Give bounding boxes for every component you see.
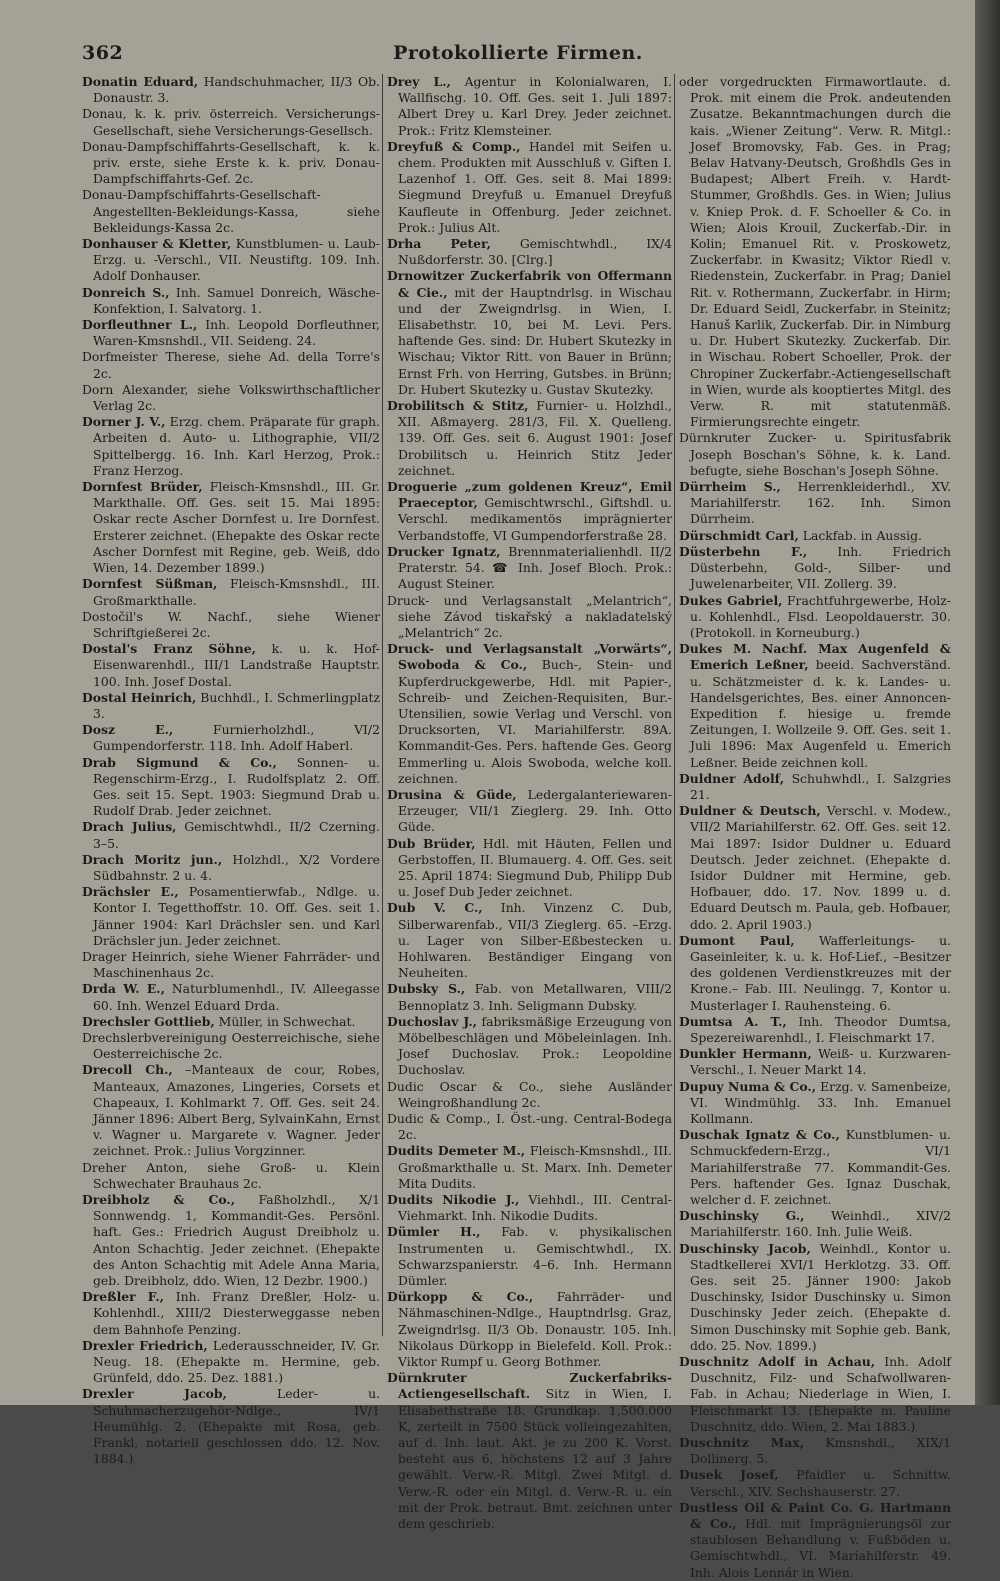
directory-entry [82, 285, 380, 317]
entry-text: Verschl. v. Modew., VII/2 Mariahilferstr. 62. Off. Ges. seit 12. Mai 1897: Isidor Duldner u. Eduard Deutsch. Jeder zeichnet. (Ehepakte d. Isidor Duldner mit Hermine, geb. Hofbauer, ddo. 17. Nov. 1899 u. d. Eduard Deutsch m. Paula, geb. Hofbauer, ddo. 2. April 1903.) [690, 803, 951, 932]
firm-name: Dumtsa A. T., [679, 1013, 787, 1029]
entry-text: Fleisch-Kmsnshdl., III. Großmarkthalle u. St. Marx. Inh. Demeter Mita Dudits. [398, 1143, 672, 1191]
directory-entry [679, 1467, 951, 1499]
entry-text: Furnierholzhdl., VI/2 Gumpendorferstr. 118. Inh. Adolf Haberl. [93, 722, 380, 754]
directory-entry [387, 593, 672, 642]
firm-name: Donreich S., [82, 284, 170, 300]
directory-entry [387, 1192, 672, 1224]
directory-entry [679, 1127, 951, 1208]
page-header [82, 42, 954, 72]
firm-name: Dunkler Hermann, [679, 1046, 812, 1062]
firm-name: Dostal Heinrich, [82, 689, 197, 705]
directory-entry [387, 1370, 672, 1532]
firm-name: Drucker Ignatz, [387, 543, 501, 559]
firm-name: Drusina & Güde, [387, 786, 517, 802]
entry-text: Drager Heinrich, siehe Wiener Fahrräder- und Maschinenhaus 2c. [82, 948, 380, 981]
entry-text: Weinhdl., Kontor u. Stadtkellerei XVI/1 Herklotzg. 33. Off. Ges. seit 25. Jänner 1900: Jakob Duschinsky, Isidor Duschinsky u. Simon Duschinsky Jeder zeich. (Ehepakte d. Simon Duschinsky mit Sophie geb. Bank, ddo. 25. Nov. 1899.) [690, 1240, 952, 1353]
firm-name: Drey L., [387, 74, 451, 89]
directory-entry [679, 1046, 951, 1078]
directory-entry [679, 74, 951, 430]
firm-name: Drobilitsch & Stitz, [387, 398, 529, 414]
entry-text: Dudic Oscar & Co., siehe Ausländer Weingroßhandlung 2c. [387, 1078, 672, 1110]
column-3 [679, 74, 952, 1580]
entry-text: Herrenkleiderhdl., XV. Mariahilferstr. 162. Inh. Simon Dürrheim. [690, 479, 952, 527]
directory-entry [679, 1208, 951, 1240]
firm-name: Drha Peter, [387, 236, 491, 252]
firm-name: Drach Moritz jun., [82, 851, 223, 867]
directory-entry [82, 317, 380, 349]
directory-entry [679, 593, 951, 642]
firm-name: Dudits Nikodie J., [387, 1192, 520, 1208]
entry-text: Fahrräder- und Nähmaschinen-Ndlge., Hauptndrlsg. Graz, Zweigndrlsg. II/3 Ob. Donaustr. 105. Inh. Nikolaus Dürkopp in Bielefeld. Koll. Prok.: Viktor Rumpf u. Georg Bothmer. [398, 1289, 672, 1370]
entry-text: Naturblumenhdl., IV. Alleegasse 60. Inh. Wenzel Eduard Drda. [93, 981, 380, 1013]
directory-entry [679, 803, 951, 933]
entry-text: Dürnkruter Zucker- u. Spiritusfabrik Joseph Boschan's Söhne, k. k. Land. befugte, siehe Boschan's Joseph Söhne. [679, 430, 951, 478]
entry-text: –Manteaux de cour, Robes, Manteaux, Amazones, Lingeries, Corsets et Chapeaux, I. Kohlmarkt 7. Off. Ges. seit 24. Jänner 1896: Albert Berg, SylvainKahn, Ernst v. Wagner u. Margarete v. Wagner. Jeder zeichnet. Prok.: Julius Vorgzinner. [93, 1062, 380, 1159]
entry-text: Ledergalanteriewaren-Erzeuger, VII/1 Zieglerg. 29. Inh. Otto Güde. [398, 786, 672, 835]
directory-entry [82, 187, 380, 236]
entry-text: Lackfab. in Aussig. [802, 527, 922, 543]
entry-text: Fab. von Metallwaren, VIII/2 Bennoplatz 3. Inh. Seligmann Dubsky. [398, 981, 672, 1013]
entry-text: Inh. Adolf Duschnitz, Filz- und Schafwollwaren-Fab. in Achau; Niederlage in Wien, I. Fleischmarkt 13. (Ehepakte m. Pauline Duschnitz, ddo. Wien, 2. Mai 1883.) [690, 1354, 951, 1434]
directory-entry [82, 139, 380, 188]
entry-text: Hdl. mit Häuten, Fellen und Gerbstoffen, II. Blumauerg. 4. Off. Ges. seit 25. April 1874: Siegmund Dub, Philipp Dub u. Josef Dub Jeder zeichnet. [398, 835, 672, 900]
firm-name: Düsterbehn F., [679, 543, 808, 559]
running-title: Protokollierte Firmen. [393, 42, 643, 64]
directory-entry [82, 1160, 380, 1192]
firm-name: Duldner Adolf, [679, 770, 785, 786]
directory-entry [387, 1079, 672, 1111]
entry-text: Buchhdl., I. Schmerlingplatz 3. [93, 689, 380, 721]
directory-entry [679, 1079, 951, 1128]
directory-entry [82, 74, 380, 106]
entry-text: Viehhdl., III. Central-Viehmarkt. Inh. Nikodie Dudits. [398, 1192, 672, 1224]
entry-text: Fleisch-Kmsnshdl., III. Gr. Markthalle. Off. Ges. seit 15. Mai 1895: Oskar recte Ascher Dornfest u. Ire Dornfest. Ersterer zeichnet. (Ehepakte des Oskar recte Ascher Dornfest mit Regine, geb. Weiß, ddo Wien, 14. Dezember 1899.) [93, 479, 380, 576]
directory-entry [82, 414, 380, 479]
column-divider [382, 74, 383, 1336]
directory-entry [679, 1435, 951, 1467]
entry-text: Posamentierwfab., Ndlge. u. Kontor I. Tegetthoffstr. 10. Off. Ges. seit 1. Jänner 1904: Karl Drächsler sen. und Karl Drächsler jun. Jeder zeichnet. [93, 884, 380, 948]
firm-name: Dukes Gabriel, [679, 592, 783, 608]
entry-text: Fab. v. physikalischen Instrumenten u. Gemischtwhdl., IX. Schwarzspanierstr. 4–6. Inh. Hermann Dümler. [398, 1224, 672, 1289]
directory-entry [679, 933, 951, 1014]
directory-entry [82, 755, 380, 820]
directory-entry [82, 819, 380, 851]
directory-entry [387, 981, 672, 1013]
entry-text: Kmsnshdl., XIX/1 Dollinerg. 5. [690, 1435, 951, 1467]
entry-text: Donau-Dampfschiffahrts-Gesellschaft-Angestellten-Bekleidungs-Kassa, siehe Bekleidungs-Kassa 2c. [82, 187, 380, 235]
directory-entry [82, 1062, 380, 1159]
firm-name: Dornfest Süßman, [82, 576, 218, 592]
entry-text: Agentur in Kolonialwaren, I. Wallfischg. 10. Off. Ges. seit 1. Juli 1897: Albert Drey u. Karl Drey. Jeder zeichnet. Prok.: Fritz Klemsteiner. [398, 74, 672, 138]
entry-text: Buch-, Stein- und Kupferdruckgewerbe, Hdl. mit Papier-, Schreib- und Zeichen-Requisiten, Bur.-Utensilien, sowie Verlag und Verschl. von Drucksorten, VI. Mariahilferstr. 89A. Kommandit-Ges. Pers. haftende Ges. Georg Emmerling u. Alois Swoboda, welche koll. zeichnen. [398, 657, 672, 786]
entry-text: Donau-Dampfschiffahrts-Gesellschaft, k. k. priv. erste, siehe Erste k. k. priv. Donau-Dampfschiffahrts-Gef. 2c. [82, 138, 380, 187]
entry-text: Sonnen- u. Regenschirm-Erzg., I. Rudolfsplatz 2. Off. Ges. seit 15. Sept. 1903: Siegmund Drab u. Rudolf Drab. Jeder zeichnet. [93, 754, 380, 819]
entry-text: Handschuhmacher, II/3 Ob. Donaustr. 3. [93, 74, 380, 106]
firm-name: Drechsler Gottlieb, [82, 1013, 215, 1029]
directory-entry [82, 236, 380, 285]
firm-name: Duschak Ignatz & Co., [679, 1127, 840, 1143]
firm-name: Dosz E., [82, 722, 174, 738]
entry-text: Erzg. v. Samenbeize, VI. Windmühlg. 33. Inh. Emanuel Kollmann. [690, 1078, 951, 1126]
directory-entry [82, 576, 380, 608]
directory-entry [82, 884, 380, 949]
directory-entry [679, 1500, 951, 1581]
directory-entry [82, 1014, 380, 1030]
entry-text: Pfaidler u. Schnittw. Verschl., XIV. Sechshauserstr. 27. [690, 1467, 951, 1499]
directory-entry [82, 690, 380, 722]
entry-text: Donau, k. k. priv. österreich. Versicherungs-Gesellschaft, siehe Versicherungs-Gesellsch. [82, 106, 380, 138]
entry-text: Hdl. mit Imprägnierungsöl zur staublosen Behandlung v. Fußböden u. Gemischtwhdl., VI. Mariahilferstr. 49. Inh. Alois Lennár in Wien. [690, 1516, 951, 1580]
entry-text: beeid. Sachverständ. u. Schätzmeister d. k. k. Landes- u. Handelsgerichtes, Bes. einer Annoncen-Expedition f. hiesige u. fremde Zeitungen, I. Wollzeile 9. Off. Ges. seit 1. Juli 1896: Max Augenfeld u. Emerich Leßner. Beide zeichnen koll. [690, 657, 951, 770]
directory-entry [82, 349, 380, 381]
entry-text: Erzg. chem. Präparate für graph. Arbeiten d. Auto- u. Lithographie, VII/2 Spittelbergg. 16. Inh. Karl Herzog, Prok.: Franz Herzog. [93, 414, 380, 478]
entry-text: Dudic & Comp., I. Öst.-ung. Central-Bodega 2c. [387, 1111, 672, 1143]
directory-entry [387, 74, 672, 139]
firm-name: Dornfest Brüder, [82, 479, 203, 495]
directory-entry [82, 981, 380, 1013]
directory-entry [387, 1143, 672, 1192]
entry-text: Dostočil's W. Nachf., siehe Wiener Schriftgießerei 2c. [82, 608, 380, 640]
firm-name: Dupuy Numa & Co., [679, 1078, 817, 1094]
directory-entry [679, 544, 951, 593]
firm-name: Dustless Oil & Paint Co. G. Hartmann & Co., [679, 1499, 951, 1532]
firm-name: Duldner & Deutsch, [679, 803, 821, 819]
firm-name: Donatin Eduard, [82, 74, 199, 89]
directory-entry [82, 1192, 380, 1289]
entry-text: fabriksmäßige Erzeugung von Möbelbeschlägen und Möbeleinlagen. Inh. Josef Duchoslav. Prok.: Leopoldine Duchoslav. [398, 1013, 672, 1078]
firm-name: Dubsky S., [387, 981, 466, 997]
directory-entry [679, 641, 951, 771]
entry-text: Handel mit Seifen u. chem. Produkten mit Ausschluß v. Giften I. Lazenhof 1. Off. Ges. seit 8. Mai 1899: Siegmund Dreyfuß u. Emanuel Dreyfuß Kaufleute in Offenburg. Jeder zeichnet. Prok.: Julius Alt. [398, 138, 672, 235]
page-number: 362 [82, 42, 124, 64]
firm-name: Drecoll Ch., [82, 1062, 173, 1078]
directory-entry [679, 1241, 951, 1354]
directory-entry [679, 430, 951, 479]
directory-entry [679, 771, 951, 803]
entry-text: Inh. Vinzenz C. Dub, Silberwarenfab., VII/3 Zieglerg. 65. –Erzg. u. Lager von Silber-Eßbestecken u. Hohlwaren. Beständiger Eingang von Neuheiten. [398, 900, 672, 981]
directory-entry [387, 139, 672, 236]
adjacent-page-edge [975, 0, 1000, 1405]
directory-entry [82, 382, 380, 414]
entry-text: k. u. k. Hof-Eisenwarenhdl., III/1 Landstraße Hauptstr. 100. Inh. Josef Dostal. [93, 641, 380, 689]
directory-entry [82, 949, 380, 981]
entry-text: Dorfmeister Therese, siehe Ad. della Torre's 2c. [82, 349, 380, 381]
directory-entry [387, 787, 672, 836]
column-2 [387, 74, 672, 1532]
column-divider [674, 74, 675, 1336]
firm-name: Dub V. C., [387, 900, 483, 916]
entry-text: Weiß- u. Kurzwaren-Verschl., I. Neuer Markt 14. [690, 1046, 951, 1078]
entry-text: Drechslerbvereinigung Oesterreichische, siehe Oesterreichische 2c. [82, 1029, 380, 1062]
directory-entry [679, 1354, 951, 1435]
entry-text: Gemischtwrschl., Giftshdl. u. Verschl. medikamentös imprägnierter Verbandstoffe, VI Gumpendorferstraße 28. [398, 495, 672, 543]
directory-entry [82, 722, 380, 754]
firm-name: Dub Brüder, [387, 835, 476, 851]
firm-name: Duschinsky Jacob, [679, 1240, 811, 1256]
firm-name: Dürschmidt Carl, [679, 527, 799, 543]
firm-name: Drda W. E., [82, 981, 165, 997]
firm-name: Dürrheim S., [679, 479, 781, 495]
entry-text: Kunstblumen- u. Laub-Erzg. u. -Verschl., VII. Neustiftg. 109. Inh. Adolf Donhauser. [93, 236, 380, 284]
firm-name: Dusek Josef, [679, 1467, 779, 1483]
directory-entry [82, 106, 380, 138]
firm-name: Dürkopp & Co., [387, 1289, 534, 1305]
directory-entry [82, 1289, 380, 1338]
firm-name: Dumont Paul, [679, 932, 795, 948]
firm-name: Duschinsky G., [679, 1208, 805, 1224]
entry-text: Inh. Leopold Dorfleuthner, Waren-Kmsnshdl., VII. Seideng. 24. [93, 317, 380, 349]
entry-text: Faßholzhdl., X/1 Sonnwendg. 1, Kommandit-Ges. Persönl. haft. Ges.: Friedrich August Dreibholz u. Anton Schachtig. Jeder zeichnet. (Ehepakte des Anton Schachtig mit Adele Anna Maria, geb. Dreibholz, ddo. Wien, 12 Dezbr. 1900.) [93, 1192, 380, 1289]
directory-entry [387, 836, 672, 901]
entry-text: Weinhdl., XIV/2 Mariahilferstr. 160. Inh. Julie Weiß. [690, 1208, 951, 1240]
directory-entry [387, 1111, 672, 1143]
entry-text: Gemischtwhdl., II/2 Czerning. 3–5. [93, 819, 380, 851]
firm-name: Donhauser & Kletter, [82, 236, 232, 252]
firm-name: Dorner J. V., [82, 414, 166, 430]
directory-entry [82, 1030, 380, 1062]
entry-text: Inh. Franz Dreßler, Holz- u. Kohlenhdl., XIII/2 Diesterweggasse neben dem Bahnhofe Penzing. [93, 1289, 380, 1337]
entry-text: Wafferleitungs- u. Gaseinleiter, k. u. k. Hof-Lief., –Besitzer des goldenen Verdienstkreuzes mit der Krone.– Fab. III. Neulingg. 7, Kontor u. Musterlager I. Rauhensteing. 6. [690, 932, 952, 1013]
entry-text: Lederausschneider, IV. Gr. Neug. 18. (Ehepakte m. Hermine, geb. Grünfeld, ddo. 25. Dez. 1881.) [93, 1337, 380, 1386]
directory-entry [387, 268, 672, 398]
firm-name: Dümler H., [387, 1224, 481, 1240]
firm-name: Dreyfuß & Comp., [387, 138, 521, 154]
firm-name: Dukes M. Nachf. Max Augenfeld & Emerich Leßner, [679, 641, 951, 673]
entry-text: Sitz in Wien, I. Elisabethstraße 18. Grundkap. 1,500.000 K, zerteilt in 7500 Stück volleingezahlten, auf d. Inh. laut. Akt. je zu 200 K. Vorst. besteht aus 6, höchstens 12 auf 3 Jahre gewählt. Verw.-R. Mitgl. Zwei Mitgl. d. Verw.-R. oder ein Mitgl. d. Verw.-R. u. ein mit der Prok. betraut. Bmt. zeichnen unter dem geschrieb. [398, 1386, 672, 1532]
entry-text: Druck- und Verlagsanstalt „Melantrich“, siehe Závod tiskařský a nakladatelský „Melantrich“ 2c. [387, 592, 672, 640]
directory-entry [82, 1338, 380, 1387]
firm-name: Drach Julius, [82, 819, 177, 835]
entry-text: Dreher Anton, siehe Groß- u. Klein Schwechater Brauhaus 2c. [82, 1159, 380, 1191]
directory-entry [387, 398, 672, 479]
entry-text: Dorn Alexander, siehe Volkswirthschaftlicher Verlag 2c. [82, 381, 380, 414]
firm-name: Dreibholz & Co., [82, 1192, 236, 1208]
directory-entry [387, 479, 672, 544]
firm-name: Drexler Jacob, [82, 1386, 227, 1402]
directory-entry [387, 641, 672, 787]
entry-text: Müller, in Schwechat. [218, 1013, 356, 1029]
directory-entry [82, 609, 380, 641]
entry-text: Frachtfuhrgewerbe, Holz- u. Kohlenhdl., Flsd. Leopoldauerstr. 30. (Protokoll. in Korneuburg.) [690, 592, 951, 640]
entry-text: Holzhdl., X/2 Vordere Südbahnstr. 2 u. 4. [93, 851, 380, 883]
column-1 [82, 74, 380, 1467]
entry-text: Leder- u. Schuhmacherzugehör-Ndlge., IV/1 Heumühlg. 2. (Ehepakte mit Rosa, geb. Frankl, notariell geschlossen ddo. 12. Nov. 1884.) [93, 1386, 380, 1467]
entry-text: Kunstblumen- u. Schmuckfedern-Erzg., VI/1 Mariahilferstraße 77. Kommandit-Ges. Pers. haftender Ges. Ignaz Duschak, welcher d. F. zeichnet. [690, 1127, 951, 1208]
firm-name: Drexler Friedrich, [82, 1337, 208, 1353]
firm-name: Drab Sigmund & Co., [82, 754, 277, 770]
directory-entry [82, 852, 380, 884]
firm-name: Dürnkruter Zuckerfabriks-Actiengesellschaft. [387, 1370, 672, 1402]
directory-entry [387, 900, 672, 981]
entry-text: Brennmaterialienhdl. II/2 Praterstr. 54. ☎ Inh. Josef Bloch. Prok.: August Steiner. [398, 543, 672, 592]
firm-name: Druck- und Verlagsanstalt „Vorwärts“, Swoboda & Co., [387, 641, 672, 673]
firm-name: Duschnitz Max, [679, 1435, 805, 1451]
firm-name: Dreßler F., [82, 1289, 164, 1305]
firm-name: Dostal's Franz Söhne, [82, 641, 256, 657]
entry-text: oder vorgedruckten Firmawortlaute. d. Prok. mit einem die Prok. andeutenden Zusatze. Bekanntmachungen durch die kais. „Wiener Zeitung“. Verw. R. Mitgl.: Josef Bromovsky, Fab. Ges. in Prag; Belav Hatvany-Deutsch, Großhdls Ges in Budapest; Albert Freih. v. Hardt-Stummer, Großhdls. Ges. in Wien; Julius v. Kniep Prok. d. F. Schoeller & Co. in Wien; Alois Krouil, Zuckerfab.-Dir. in Kolin; Emanuel Rit. v. Proskowetz, Zuckerfabr. in Kwasitz; Viktor Riedl v. Riedenstein, Zuckerfabr. in Prag; Daniel Rit. v. Rothermann, Zuckerfabr. in Hirm; Dr. Eduard Seidl, Zuckerfabr. in Steinitz; Hanuš Karlik, Zuckerfab. Dir. in Nimburg u. Dr. Hubert Skutezky. Zuckerfab. Dir. in Wischau. Robert Schoeller, Prok. der Chropiner Zuckerfabr.-Actiengesellschaft in Wien, wurde als kooptiertes Mitgl. des Verw. R. mit statutenmäß. Firmierungsrechte eingetr. [679, 74, 951, 430]
firm-name: Droguerie „zum goldenen Kreuz“, Emil Praeceptor, [387, 479, 672, 511]
firm-name: Drächsler E., [82, 884, 179, 900]
directory-entry [679, 479, 951, 528]
directory-entry [387, 1224, 672, 1289]
entry-text: Furnier- u. Holzhdl., XII. Aßmayerg. 281/3, Fil. X. Quelleng. 139. Off. Ges. seit 6. August 1901: Josef Drobilitsch u. Heinrich Stitz Jeder zeichnet. [398, 398, 672, 478]
entry-text: Gemischtwhdl., IX/4 Nußdorferstr. 30. [Clrg.] [398, 236, 672, 268]
firm-name: Drnowitzer Zuckerfabrik von Offermann & Cie., [387, 268, 672, 300]
entry-text: Schuhwhdl., I. Salzgries 21. [690, 770, 951, 802]
directory-entry [387, 1014, 672, 1079]
firm-name: Duschnitz Adolf in Achau, [679, 1354, 876, 1370]
firm-name: Dorfleuthner L., [82, 317, 198, 333]
entry-text: Fleisch-Kmsnshdl., III. Großmarkthalle. [93, 576, 380, 608]
directory-entry [387, 1289, 672, 1370]
directory-entry [82, 479, 380, 576]
entry-text: Inh. Samuel Donreich, Wäsche-Konfektion, I. Salvatorg. 1. [93, 284, 380, 316]
directory-entry [82, 641, 380, 690]
entry-text: mit der Hauptndrlsg. in Wischau und der Zweigndrlsg. in Wien, I. Elisabethstr. 10, bei M. Levi. Pers. haftende Ges. sind: Dr. Hubert Skutezky in Wischau; Viktor Ritt. von Bauer in Brünn; Ernst Frh. von Herring, Gutsbes. in Brünn; Dr. Hubert Skutezky u. Gustav Skutezky. [398, 284, 672, 397]
directory-entry [82, 1386, 380, 1467]
entry-text: Inh. Friedrich Düsterbehn, Gold-, Silber- und Juwelenarbeiter, VII. Zollerg. 39. [690, 543, 951, 592]
directory-entry [387, 236, 672, 268]
directory-entry [679, 1014, 951, 1046]
directory-entry [387, 544, 672, 593]
firm-name: Dudits Demeter M., [387, 1143, 526, 1159]
directory-entry [679, 528, 951, 544]
firm-name: Duchoslav J., [387, 1013, 477, 1029]
entry-text: Inh. Theodor Dumtsa, Spezereiwarenhdl., I. Fleischmarkt 17. [690, 1013, 951, 1045]
